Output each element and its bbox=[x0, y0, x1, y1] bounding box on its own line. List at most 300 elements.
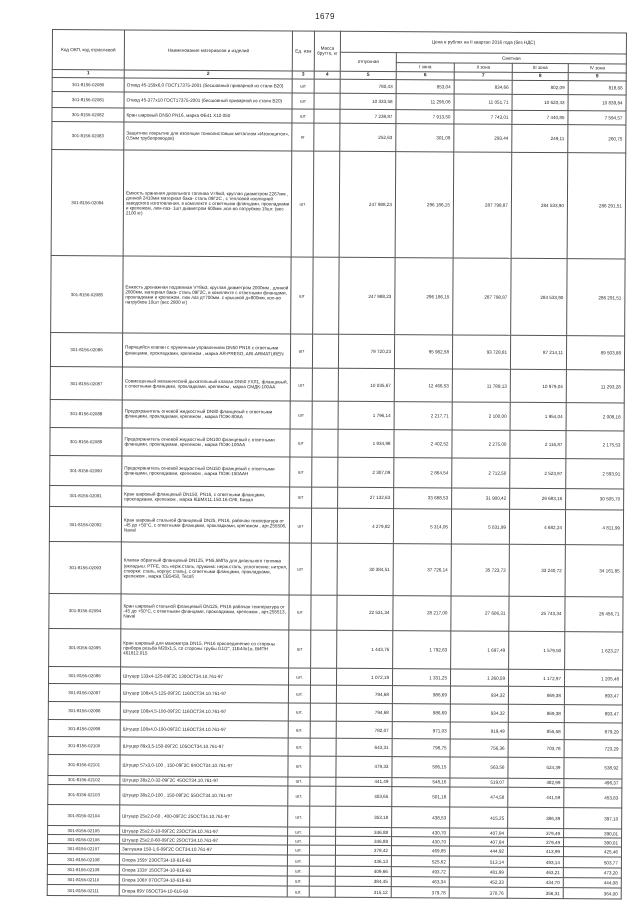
row-code: 301-8156-02085 bbox=[51, 255, 123, 333]
row-unit: шт bbox=[289, 630, 311, 669]
row-price-zone-1: 971,03 bbox=[392, 722, 450, 739]
row-code: 301-8156-02096 bbox=[49, 667, 121, 684]
row-code: 301-8156-02092 bbox=[49, 507, 121, 542]
row-name: Штуцер 108х4,0-100-09Г2С 116ОСТ34.10.761-97 bbox=[120, 720, 288, 738]
row-price-zone-4: 397,10 bbox=[564, 808, 622, 829]
row-name: Предохранитель огневой жидкостный DN80 фланцевый с ответными фланцами, прокладками, крепежом , марка ПОЖ-80АА bbox=[122, 400, 290, 428]
row-price-zone-3: 33 240,72 bbox=[509, 545, 565, 597]
header-zone-1: I зона bbox=[396, 63, 454, 72]
row-price-zone-4: 538,92 bbox=[564, 758, 622, 779]
index-cell: 6 bbox=[396, 72, 454, 80]
row-price-zone-2: 27 606,31 bbox=[451, 596, 509, 631]
row-unit: шт. bbox=[288, 668, 310, 685]
row-name: Штуцер 57х3,0-100 , 150-09Г2С 84ОСТ34.10.761-97 bbox=[120, 755, 288, 777]
row-price-zone-4: 260,75 bbox=[568, 124, 626, 153]
row-price-otpusk: 378,42 bbox=[335, 845, 391, 856]
header-zone-3: III зона bbox=[512, 63, 568, 72]
row-mass bbox=[312, 402, 338, 429]
table-row bbox=[51, 150, 626, 259]
row-code: 301-8156-02102 bbox=[48, 775, 120, 784]
row-price-zone-2: 1 697,49 bbox=[451, 631, 509, 670]
row-mass bbox=[312, 457, 338, 487]
row-unit: шт. bbox=[287, 886, 309, 897]
row-unit: шт bbox=[292, 79, 314, 93]
row-price-zone-2: 2 100,00 bbox=[452, 402, 510, 429]
row-price-otpusk: 780,43 bbox=[340, 79, 396, 94]
row-mass bbox=[312, 334, 338, 368]
row-mass bbox=[313, 257, 339, 335]
row-code: 301-8156-02106 bbox=[48, 835, 120, 844]
row-price-zone-2: 481,99 bbox=[449, 867, 507, 878]
row-price-zone-2: 756,36 bbox=[450, 739, 508, 757]
row-unit: шт. bbox=[288, 806, 310, 827]
row-price-zone-1: 11 295,06 bbox=[396, 94, 454, 110]
row-code: 301-8156-02080 bbox=[52, 77, 124, 92]
row-code: 301-8156-02081 bbox=[52, 92, 124, 108]
row-code: 301-8156-02083 bbox=[52, 121, 124, 150]
row-price-zone-4: 425,46 bbox=[563, 847, 621, 858]
row-price-zone-2: 287 798,87 bbox=[453, 152, 512, 258]
row-price-zone-1: 28 217,00 bbox=[393, 596, 451, 631]
row-unit: шт bbox=[290, 334, 312, 368]
row-mass bbox=[313, 151, 340, 257]
table-row bbox=[50, 400, 624, 431]
row-name: Штуцер 108х4,5-125-09Г2С 116ОСТ34.10.761-97 bbox=[120, 684, 288, 703]
row-price-zone-4: 364,00 bbox=[563, 888, 621, 899]
row-price-zone-1: 301,09 bbox=[396, 123, 454, 152]
row-mass bbox=[312, 368, 338, 402]
row-price-otpusk: 247 988,23 bbox=[339, 257, 395, 335]
row-mass bbox=[311, 595, 337, 630]
header-smetnaya: Сметная bbox=[396, 52, 626, 64]
table-row bbox=[50, 427, 624, 459]
row-price-otpusk: 441,49 bbox=[336, 777, 392, 786]
row-price-zone-3: 855,58 bbox=[508, 723, 564, 740]
row-price-zone-2: 1 260,59 bbox=[450, 669, 508, 686]
header-unit: Ед. изм bbox=[292, 31, 314, 71]
row-price-otpusk: 79 720,23 bbox=[338, 335, 394, 369]
row-unit: шт bbox=[289, 595, 311, 630]
row-price-zone-1: 430,70 bbox=[392, 828, 450, 837]
row-unit: шт. bbox=[288, 738, 310, 756]
row-unit: шт bbox=[290, 487, 312, 509]
row-name: Штуцер 25х2,0-60 , 400-09Г2С 25ОСТ34.10.761-97 bbox=[120, 805, 288, 827]
row-price-zone-4: 286 291,51 bbox=[567, 153, 626, 259]
row-code: 301-8156-02088 bbox=[50, 400, 122, 428]
row-price-zone-2: 474,58 bbox=[450, 787, 508, 808]
row-name: Опора 133У 15ОСТ34-10-616-93 bbox=[119, 865, 287, 876]
row-price-zone-2: 934,32 bbox=[450, 686, 508, 704]
row-price-otpusk: 346,88 bbox=[336, 836, 392, 845]
header-mass: Масса брутто, кг bbox=[314, 31, 340, 71]
row-price-zone-4: 390,01 bbox=[564, 838, 622, 847]
row-mass bbox=[309, 856, 335, 866]
row-name: Отвод 45-377х10 ГОСТ17375-2001 (бесшовный приварной из стали В20) bbox=[124, 92, 292, 109]
row-name: Парящийся клапан с пружинным управлением DN50 PN16 с ответными фланцами, прокладками, крепежом , марка AR-PRESO, ARI-ARMATUREN bbox=[122, 333, 290, 368]
row-name: Штуцер 89х3,5-150-09Г2С 105ОСТ34.10.761-97 bbox=[120, 737, 288, 756]
row-mass bbox=[314, 109, 340, 123]
row-code: 301-8156-02109 bbox=[47, 864, 119, 875]
row-price-zone-1: 379,78 bbox=[391, 887, 449, 898]
row-price-zone-4: 30 505,70 bbox=[566, 488, 624, 510]
row-code: 301-8156-02097 bbox=[48, 684, 120, 703]
row-price-zone-2: 293,44 bbox=[454, 124, 512, 153]
row-unit: шт. bbox=[288, 836, 310, 845]
row-price-otpusk: 1 443,76 bbox=[337, 630, 393, 669]
row-price-zone-1: 595,15 bbox=[392, 757, 450, 778]
row-price-zone-4: 473,20 bbox=[563, 867, 621, 878]
row-price-otpusk: 22 531,34 bbox=[337, 595, 393, 630]
row-price-zone-3: 441,59 bbox=[508, 787, 564, 808]
row-code: 301-8156-02084 bbox=[51, 150, 124, 256]
row-price-zone-1: 986,69 bbox=[392, 704, 450, 722]
index-cell: 2 bbox=[124, 70, 292, 79]
row-price-zone-3: 1 172,97 bbox=[508, 670, 564, 687]
row-price-otpusk: 252,63 bbox=[340, 123, 396, 152]
row-mass bbox=[311, 630, 337, 669]
row-price-zone-1: 296 186,15 bbox=[395, 152, 454, 258]
row-name: Клапан обратный фланцевый DN125, PN5,5МПа для дизельного топлива (вкладыш: PTFE, ось нерж.сталь, пружина: нерж.сталь, уплотнение: нитрил, створки: сталь, корпус сталь), с ответными фланцами, прокладками, крепежом , марка CB5450, Tecofi bbox=[121, 542, 289, 595]
row-unit: шт. bbox=[288, 685, 310, 703]
row-mass bbox=[310, 703, 336, 721]
table-row bbox=[49, 628, 623, 670]
row-code: 301-8156-02110 bbox=[47, 875, 119, 886]
table-row bbox=[47, 885, 621, 899]
row-price-zone-2: 407,84 bbox=[450, 828, 508, 837]
header-price-group: Цена в рублях на II квартал 2016 года (без НДС) bbox=[340, 31, 626, 53]
row-price-zone-2: 7 743,01 bbox=[454, 109, 512, 124]
row-name: Отвод 45-159х6,0 ГОСТ17375-2001 (бесшовный приварной из стали В20) bbox=[124, 78, 292, 93]
row-unit: шт bbox=[291, 151, 314, 257]
row-price-otpusk: 479,33 bbox=[336, 756, 392, 777]
row-unit: шт. bbox=[288, 827, 310, 836]
row-mass bbox=[310, 738, 336, 756]
row-price-zone-1: 501,18 bbox=[392, 786, 450, 807]
row-price-zone-3: 1 579,50 bbox=[509, 631, 565, 670]
row-code: 301-8156-02091 bbox=[50, 485, 122, 507]
row-price-zone-1: 7 913,50 bbox=[396, 109, 454, 124]
row-code: 301-8156-02082 bbox=[52, 107, 124, 122]
row-name: Кран шаровый стальной фланцевый DN125, PN16 рабочая температура от -45 до +50°С, с ответными фланцами, прокладками, крепежом , арт.255513, Naval bbox=[121, 594, 289, 630]
row-price-zone-4: 1 623,27 bbox=[565, 631, 623, 670]
index-cell: 7 bbox=[454, 72, 512, 80]
header-otpusk: отпускная bbox=[340, 52, 396, 72]
row-unit: кг bbox=[292, 123, 314, 152]
row-price-otpusk: 782,07 bbox=[336, 722, 392, 739]
row-price-zone-3: 434,70 bbox=[507, 877, 563, 888]
row-price-zone-4: 390,01 bbox=[564, 829, 622, 838]
row-price-zone-2: 11 051,71 bbox=[454, 94, 512, 110]
row-price-zone-3: 379,49 bbox=[508, 837, 564, 846]
row-code: 301-8156-02108 bbox=[47, 854, 119, 865]
row-price-otpusk: 27 132,63 bbox=[338, 487, 394, 509]
row-code: 301-8156-02105 bbox=[48, 826, 120, 835]
row-price-zone-1: 430,70 bbox=[392, 837, 450, 846]
row-price-zone-3: 29 683,16 bbox=[510, 488, 566, 510]
row-price-zone-3: 2 523,97 bbox=[510, 458, 566, 488]
price-table-container bbox=[52, 29, 626, 896]
row-price-otpusk: 315,12 bbox=[335, 887, 391, 898]
row-price-zone-1: 798,75 bbox=[392, 739, 450, 757]
row-name: Опора 159У 23ОСТ34-10-616-93 bbox=[119, 854, 287, 865]
table-row bbox=[50, 333, 624, 370]
row-mass bbox=[310, 807, 336, 828]
index-cell: 4 bbox=[314, 71, 340, 79]
row-price-otpusk: 7 239,87 bbox=[340, 109, 396, 124]
header-code: Код ОКП, код отраслевой bbox=[52, 30, 124, 70]
row-price-zone-3: 869,38 bbox=[508, 705, 564, 723]
row-price-otpusk: 10 035,67 bbox=[338, 368, 394, 402]
table-row bbox=[50, 455, 624, 488]
row-name: Штуцер 108х4,5-100-09Г2С 116ОСТ34.10.761-97 bbox=[120, 702, 288, 721]
row-mass bbox=[310, 777, 336, 786]
row-price-zone-1: 525,62 bbox=[391, 856, 449, 867]
row-code: 301-8156-02094 bbox=[49, 593, 121, 628]
row-price-zone-1: 296 186,15 bbox=[395, 257, 453, 335]
row-price-zone-4: 879,29 bbox=[564, 723, 622, 740]
row-price-otpusk: 403,65 bbox=[336, 786, 392, 807]
row-price-zone-2: 2 275,00 bbox=[452, 429, 510, 458]
row-name: Заглушка 150-1,6-09Г2С ОСТ34.10.761-97 bbox=[119, 844, 287, 855]
header-row-1 bbox=[52, 30, 626, 54]
row-unit: шт. bbox=[287, 866, 309, 876]
row-price-zone-3: 10 620,43 bbox=[512, 94, 568, 110]
row-price-zone-1: 493,72 bbox=[391, 866, 449, 877]
row-price-zone-2: 407,84 bbox=[450, 837, 508, 846]
row-price-zone-4: 10 839,84 bbox=[568, 95, 626, 111]
row-name: Совмещенный механический дыхательный клапан DN50 УХЛ1, фланцевый, с ответными фланцами, прокладками, крепежом , марка СМДК-100АА bbox=[122, 367, 290, 402]
index-cell: 5 bbox=[340, 71, 396, 79]
table-row bbox=[50, 366, 624, 403]
price-table bbox=[47, 29, 627, 899]
row-mass bbox=[310, 756, 336, 777]
row-code: 301-8156-02087 bbox=[50, 366, 122, 400]
row-unit: шт. bbox=[288, 777, 310, 786]
row-price-zone-3: 10 979,04 bbox=[510, 369, 566, 403]
table-row bbox=[51, 255, 625, 336]
row-price-zone-2: 93 728,81 bbox=[452, 335, 510, 369]
index-cell: 9 bbox=[568, 73, 626, 81]
row-code: 301-8156-02086 bbox=[50, 333, 122, 367]
row-price-zone-1: 12 466,53 bbox=[394, 368, 452, 402]
row-code: 301-8156-02099 bbox=[48, 720, 120, 737]
row-price-zone-4: 1 205,48 bbox=[564, 670, 622, 687]
row-price-zone-4: 503,77 bbox=[563, 857, 621, 868]
row-mass bbox=[312, 429, 338, 458]
row-price-otpusk: 1 072,19 bbox=[336, 669, 392, 686]
row-unit: шт bbox=[290, 428, 312, 457]
row-price-otpusk: 247 988,23 bbox=[339, 151, 396, 257]
row-code: 301-8156-02101 bbox=[48, 755, 120, 776]
row-price-zone-4: 2 593,91 bbox=[566, 459, 624, 489]
row-mass bbox=[311, 509, 337, 544]
row-unit: шт bbox=[289, 543, 311, 595]
row-price-zone-1: 37 726,14 bbox=[393, 544, 451, 596]
row-mass bbox=[311, 543, 337, 595]
row-price-otpusk: 409,66 bbox=[335, 866, 391, 877]
row-price-zone-3: 284 533,90 bbox=[511, 152, 568, 258]
row-price-zone-3: 379,49 bbox=[508, 828, 564, 837]
row-price-zone-3: 4 682,24 bbox=[509, 510, 565, 545]
row-price-zone-4: 11 293,28 bbox=[566, 370, 624, 404]
row-price-zone-1: 2 402,52 bbox=[394, 429, 452, 458]
row-price-zone-2: 11 789,13 bbox=[452, 369, 510, 403]
row-price-zone-3: 463,21 bbox=[507, 867, 563, 878]
row-name: Емкость дренажная подземная V=8м3, круглая диаметром 2000мм , длиной 2800мм, материал бака- сталь 09Г2С, в комплекте с ответными фланцами, прокладками и крепежом, люк лаз д=700мм. с крышкой д=800мм, кол-во патрубков 10шт (вес 2800 кг) bbox=[123, 256, 291, 334]
row-price-otpusk: 346,88 bbox=[336, 827, 392, 836]
row-price-otpusk: 794,68 bbox=[336, 704, 392, 722]
row-name: Предохранитель огневой жидкостный DN150 фланцевый с ответными фланцами, прокладками, крепежом , марка ПОЖ-150ААН bbox=[122, 456, 290, 487]
row-unit: шт bbox=[292, 93, 314, 109]
row-code: 301-8156-02111 bbox=[47, 885, 119, 896]
row-price-zone-3: 703,78 bbox=[508, 739, 564, 757]
row-mass bbox=[314, 123, 340, 152]
row-unit: шт. bbox=[287, 876, 309, 886]
row-price-zone-4: 89 503,88 bbox=[566, 336, 624, 370]
row-price-zone-2: 452,33 bbox=[449, 877, 507, 888]
row-code: 301-8156-02089 bbox=[50, 427, 122, 456]
row-price-zone-2: 2 712,50 bbox=[452, 458, 510, 488]
row-price-zone-2: 31 900,42 bbox=[452, 487, 510, 509]
row-price-zone-3: 493,14 bbox=[507, 857, 563, 868]
row-unit: шт. bbox=[288, 786, 310, 807]
row-price-zone-1: 33 688,53 bbox=[394, 487, 452, 509]
row-price-zone-2: 287 798,87 bbox=[453, 258, 511, 336]
row-price-zone-1: 438,53 bbox=[392, 807, 450, 828]
row-code: 301-8156-02104 bbox=[48, 805, 120, 826]
row-price-zone-4: 26 456,71 bbox=[565, 597, 623, 632]
header-name: Наименование материалов и изделий bbox=[124, 30, 292, 71]
row-price-zone-2: 370,76 bbox=[449, 887, 507, 898]
row-price-zone-3: 524,39 bbox=[508, 757, 564, 778]
index-cell: 8 bbox=[512, 72, 568, 80]
row-code: 301-8156-02095 bbox=[49, 628, 121, 667]
row-price-zone-1: 469,85 bbox=[391, 846, 449, 857]
row-price-zone-4: 723,29 bbox=[564, 740, 622, 758]
row-name: Штуцер 38х2,0-32-09Г2С 45ОСТ34.10.761-97 bbox=[120, 776, 288, 786]
row-price-zone-2: 513,14 bbox=[449, 856, 507, 867]
row-price-zone-1: 5 314,05 bbox=[393, 509, 451, 544]
row-price-zone-4: 893,47 bbox=[564, 705, 622, 723]
row-mass bbox=[309, 876, 335, 886]
row-price-zone-1: 95 982,58 bbox=[394, 335, 452, 369]
row-unit: шт bbox=[290, 457, 312, 487]
row-price-zone-2: 934,32 bbox=[450, 704, 508, 722]
row-price-zone-4: 286 291,51 bbox=[567, 259, 625, 337]
row-price-zone-2: 5 031,99 bbox=[451, 509, 509, 544]
row-price-zone-4: 34 161,85 bbox=[565, 545, 623, 597]
row-name: Штуцер 25х2,0-10-09Г2С 23ОСТ34.10.761-97 bbox=[120, 826, 288, 836]
row-price-zone-1: 986,69 bbox=[392, 686, 450, 704]
row-price-otpusk: 1 934,98 bbox=[338, 429, 394, 458]
row-mass bbox=[310, 836, 336, 845]
row-price-otpusk: 1 796,14 bbox=[338, 402, 394, 429]
row-unit: шт. bbox=[288, 703, 310, 721]
row-mass bbox=[312, 487, 338, 509]
row-code: 301-8156-02107 bbox=[47, 844, 119, 855]
row-unit: шт. bbox=[287, 845, 309, 855]
row-unit: шт bbox=[289, 508, 311, 543]
row-price-zone-4: 893,47 bbox=[564, 687, 622, 705]
row-mass bbox=[310, 721, 336, 738]
row-price-zone-4: 444,08 bbox=[563, 878, 621, 889]
row-mass bbox=[314, 93, 340, 109]
row-mass bbox=[310, 669, 336, 686]
row-price-zone-3: 386,39 bbox=[508, 808, 564, 829]
row-name: Кран шаровый фланцевый DN150, PN16, с ответными фланцами, прокладками, крепежом , марка КШМХ11.150.16-О/Ф, Бивал bbox=[122, 485, 290, 508]
row-name: Штуцер 38х2,0-100 , 150-09Г2С 55ОСТ34.10.761-97 bbox=[120, 785, 288, 807]
row-price-zone-2: 519,07 bbox=[450, 778, 508, 787]
row-unit: шт. bbox=[287, 855, 309, 865]
row-mass bbox=[309, 845, 335, 855]
row-unit: шт bbox=[290, 368, 312, 402]
header-zone-4: IV зона bbox=[568, 64, 626, 73]
row-price-zone-2: 919,49 bbox=[450, 722, 508, 739]
row-price-zone-2: 563,56 bbox=[450, 757, 508, 778]
row-name: Опора 108У 07ОСТ34-10-616-93 bbox=[119, 875, 287, 886]
row-price-otpusk: 10 333,58 bbox=[340, 93, 396, 109]
row-unit: шт bbox=[290, 401, 312, 428]
row-price-otpusk: 4 279,82 bbox=[337, 509, 393, 544]
row-mass bbox=[309, 887, 335, 898]
row-code: 301-8156-02100 bbox=[48, 737, 120, 756]
row-price-zone-4: 2 175,53 bbox=[566, 430, 624, 459]
table-row bbox=[49, 542, 623, 597]
row-name: Опора 89У 05ОСТ34-10-616-93 bbox=[119, 885, 287, 897]
row-price-zone-3: 413,99 bbox=[507, 846, 563, 857]
row-mass bbox=[310, 786, 336, 807]
row-price-zone-3: 249,11 bbox=[512, 124, 568, 153]
row-name: Кран шаровый DN50 PN16, марка ФБ41 Х10 050 bbox=[124, 107, 292, 122]
row-price-otpusk: 436,13 bbox=[335, 856, 391, 867]
row-price-zone-1: 463,34 bbox=[391, 877, 449, 888]
index-cell: 1 bbox=[52, 69, 124, 77]
header-zone-2: II зона bbox=[454, 63, 512, 72]
row-price-otpusk: 353,18 bbox=[336, 807, 392, 828]
index-cell: 3 bbox=[292, 71, 314, 79]
row-price-zone-2: 35 723,73 bbox=[451, 544, 509, 596]
row-mass bbox=[309, 866, 335, 876]
row-price-zone-3: 356,31 bbox=[507, 888, 563, 899]
row-price-zone-4: 453,83 bbox=[564, 787, 622, 808]
row-price-otpusk: 384,45 bbox=[335, 876, 391, 887]
row-code: 301-8156-02098 bbox=[48, 702, 120, 721]
row-price-zone-3: 25 743,34 bbox=[509, 596, 565, 631]
row-name: Штуцер 133х4-125-09Г2С 130ОСТ34.10.761-97 bbox=[120, 667, 288, 685]
row-price-zone-1: 853,04 bbox=[396, 79, 454, 94]
row-price-zone-3: 869,38 bbox=[508, 687, 564, 705]
row-price-zone-3: 7 440,85 bbox=[512, 110, 568, 125]
row-price-zone-3: 802,09 bbox=[512, 80, 568, 95]
table-row bbox=[52, 121, 626, 153]
row-price-zone-2: 834,66 bbox=[454, 80, 512, 95]
row-price-zone-3: 1 954,04 bbox=[510, 403, 566, 430]
row-unit: шт. bbox=[288, 756, 310, 777]
row-price-zone-2: 444,92 bbox=[449, 846, 507, 857]
row-name: Предохранитель огневой жидкостный DN100 фланцевый с ответными фланцами, прокладками, крепежом , марка ПОЖ-100АА bbox=[122, 427, 290, 456]
row-name: Кран шаровый стальной фланцевый DN25, PN16, рабочая температура от -45 до +50°С, с ответными фланцами, прокладками, крепежом , арт.255506, Naval bbox=[121, 507, 289, 543]
row-price-zone-4: 4 811,99 bbox=[565, 510, 623, 545]
row-price-otpusk: 30 384,51 bbox=[337, 544, 393, 596]
row-unit: шт. bbox=[288, 721, 310, 738]
table-row bbox=[49, 507, 623, 545]
row-price-zone-1: 2 864,54 bbox=[394, 457, 452, 487]
row-code: 301-8156-02090 bbox=[50, 455, 122, 485]
row-price-otpusk: 794,68 bbox=[336, 685, 392, 703]
table-row bbox=[49, 593, 623, 631]
row-price-zone-1: 1 331,25 bbox=[392, 669, 450, 686]
row-name: Емкость хранения дизельного топлива V=9м3, круглая диаметром 2267мм , длиной 2410мм материал бака- сталь 09Г2С , с тепловой изоляцией заводского изготовления, в комплекте с ответными фланцами, прокладками и крепежом, люк-лаз- 1шт диаметром 600мм ,кол-во патрубков 15шт. (вес 2100 кг) bbox=[123, 150, 292, 257]
